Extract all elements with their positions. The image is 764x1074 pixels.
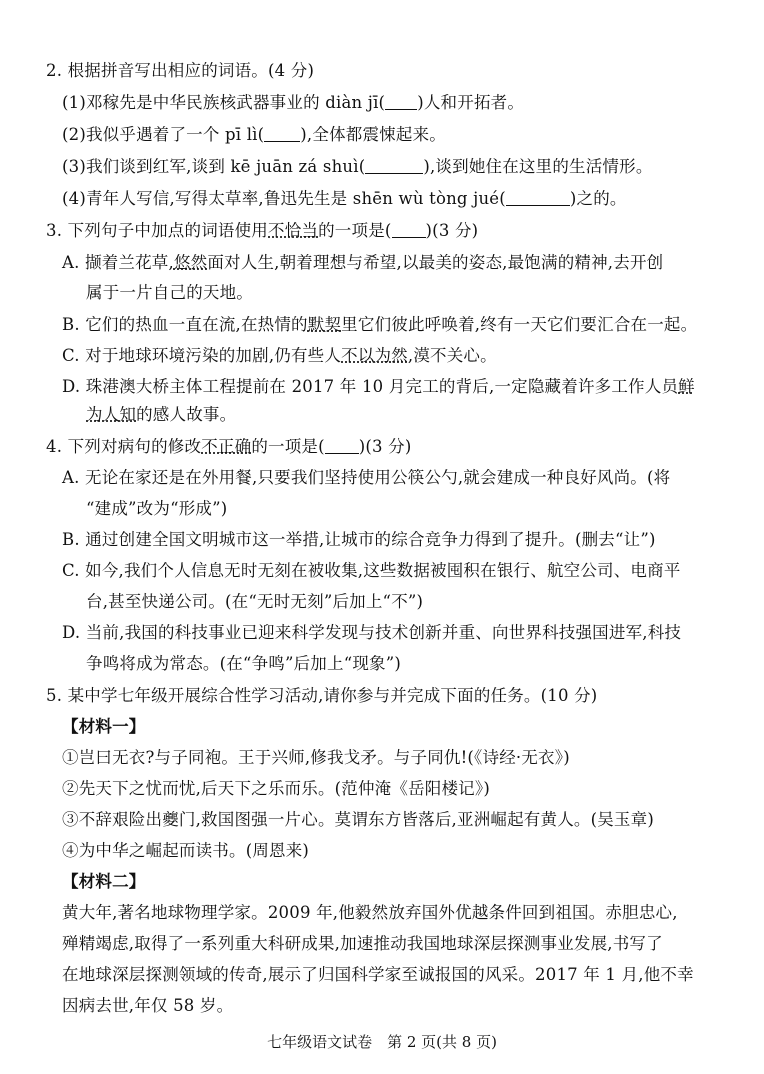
dotted-word: 默契 xyxy=(307,315,342,334)
material-two-line-1: 黄大年,著名地球物理学家。2009 年,他毅然放弃国外优越条件回到祖国。赤胆忠心, xyxy=(62,903,678,922)
q2-item-1: (1)邓稼先是中华民族核武器事业的 diàn jī( )人和开拓者。 xyxy=(62,93,525,112)
q4-option-b: B. 通过创建全国文明城市这一举措,让城市的综合竞争力得到了提升。(删去“让”) xyxy=(62,530,656,549)
emphasis-dots: 不正确 xyxy=(201,437,252,456)
answer-blank[interactable] xyxy=(392,221,426,238)
dotted-word: 不以为然 xyxy=(341,346,408,365)
material-one-line-2: ②先天下之忧而忧,后天下之乐而乐。(范仲淹《岳阳楼记》) xyxy=(62,779,490,798)
emphasis-dots: 不恰当 xyxy=(268,221,319,240)
q4-option-c: C. 如今,我们个人信息无时无刻在被收集,这些数据被囤积在银行、航空公司、电商平 xyxy=(62,561,681,580)
material-one-line-1: ①岂曰无衣?与子同袍。王于兴师,修我戈矛。与子同仇!(《诗经·无衣》) xyxy=(62,748,570,767)
q4-option-d-cont: 争鸣将成为常态。(在“争鸣”后加上“现象”) xyxy=(86,654,402,673)
q2-item-4: (4)青年人写信,写得太草率,鲁迅先生是 shēn wù tòng jué( )之的。 xyxy=(62,189,627,208)
q4-option-d: D. 当前,我国的科技事业已迎来科学发现与技术创新并重、向世界科技强国进军,科技 xyxy=(62,623,682,642)
material-two-line-3: 在地球深层探测领域的传奇,展示了归国科学家至诚报国的风采。2017 年 1 月,他不幸 xyxy=(62,965,694,984)
q3-option-a-cont: 属于一片自己的天地。 xyxy=(86,283,253,302)
q2-stem: 2. 根据拼音写出相应的词语。(4 分) xyxy=(46,61,315,80)
page-footer: 七年级语文试卷 第 2 页(共 8 页) xyxy=(267,1033,497,1051)
dotted-word: 鲜 xyxy=(678,377,695,396)
q2-item-2: (2)我似乎遇着了一个 pī lì( ),全体都震悚起来。 xyxy=(62,125,446,144)
material-two-title: 【材料二】 xyxy=(62,872,146,891)
q4-option-c-cont: 台,甚至快递公司。(在“无时无刻”后加上“不”) xyxy=(86,592,424,611)
material-two-line-2: 殚精竭虑,取得了一系列重大科研成果,加速推动我国地球深层探测事业发展,书写了 xyxy=(62,934,663,953)
dotted-word: 悠然 xyxy=(173,253,208,272)
q3-option-d-cont: 为人知的感人故事。 xyxy=(86,405,237,424)
q4-stem: 4. 下列对病句的修改不正确的一项是( )(3 分) xyxy=(46,437,412,456)
answer-blank[interactable] xyxy=(506,189,570,206)
q3-option-b: B. 它们的热血一直在流,在热情的默契里它们彼此呼唤着,终有一天它们要汇合在一起。 xyxy=(62,315,698,334)
answer-blank[interactable] xyxy=(385,93,417,110)
material-one-title: 【材料一】 xyxy=(62,717,146,736)
answer-blank[interactable] xyxy=(264,125,300,142)
q2-item-3: (3)我们谈到红军,谈到 kē juān zá shuì( ),谈到她住在这里的生活情形。 xyxy=(62,157,653,176)
material-two-line-4: 因病去世,年仅 58 岁。 xyxy=(62,996,234,1015)
q3-option-d: D. 珠港澳大桥主体工程提前在 2017 年 10 月完工的背后,一定隐藏着许多工作人员鲜 xyxy=(62,377,695,396)
material-one-line-3: ③不辞艰险出夔门,救国图强一片心。莫谓东方皆落后,亚洲崛起有黄人。(吴玉章) xyxy=(62,810,654,829)
q5-stem: 5. 某中学七年级开展综合性学习活动,请你参与并完成下面的任务。(10 分) xyxy=(46,686,598,705)
answer-blank[interactable] xyxy=(325,437,359,454)
q3-stem: 3. 下列句子中加点的词语使用不恰当的一项是( )(3 分) xyxy=(46,221,479,240)
material-one-line-4: ④为中华之崛起而读书。(周恩来) xyxy=(62,841,310,860)
q4-option-a: A. 无论在家还是在外用餐,只要我们坚持使用公筷公勺,就会建成一种良好风尚。(将 xyxy=(62,468,671,487)
q3-option-c: C. 对于地球环境污染的加剧,仍有些人不以为然,漠不关心。 xyxy=(62,346,497,365)
dotted-word: 为人知 xyxy=(86,405,137,424)
q3-option-a: A. 撷着兰花草,悠然面对人生,朝着理想与希望,以最美的姿态,最饱满的精神,去开创 xyxy=(62,253,664,272)
q4-option-a-cont: “建成”改为“形成”) xyxy=(86,499,228,518)
answer-blank[interactable] xyxy=(365,157,423,174)
